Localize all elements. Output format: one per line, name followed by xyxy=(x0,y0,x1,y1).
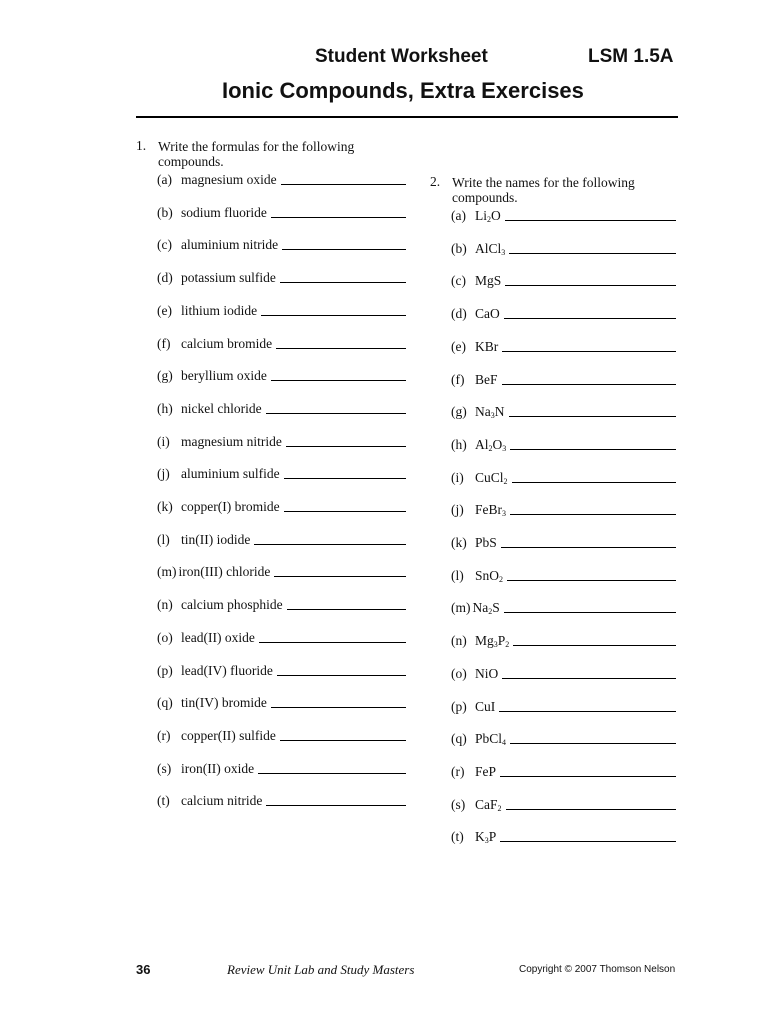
title-divider xyxy=(136,116,678,118)
question-2-item xyxy=(451,402,676,420)
question-1-item xyxy=(157,497,406,515)
question-1-answer-line[interactable] xyxy=(271,379,406,381)
question-2-item-letter: (p) xyxy=(451,698,467,714)
question-2-answer-line[interactable] xyxy=(502,383,676,385)
question-1-item xyxy=(157,628,406,646)
question-1-item xyxy=(157,759,406,777)
question-1-item xyxy=(157,432,406,450)
question-2-item-letter: (h) xyxy=(451,436,467,452)
question-2-item xyxy=(451,697,676,715)
question-2-number: 2. xyxy=(430,174,441,189)
question-2-item-text: SnO$_2$ xyxy=(475,567,504,584)
question-1-item-text: lithium iodide xyxy=(181,302,258,318)
question-1-item-text: sodium fluoride xyxy=(181,204,267,220)
question-2-answer-line[interactable] xyxy=(502,677,676,679)
question-1-item-letter: (p) xyxy=(157,662,173,678)
question-2-item-text: MgS xyxy=(475,273,502,289)
question-2-item-letter: (r) xyxy=(451,763,465,779)
question-2-item-letter: (b) xyxy=(451,240,467,256)
question-2-item-text: $Al_2O_3$ xyxy=(475,436,507,453)
question-2-item-letter: (s) xyxy=(451,796,466,812)
book-title: Review Unit Lab and Study Masters xyxy=(227,962,415,977)
question-1-answer-line[interactable] xyxy=(254,543,406,545)
question-1-item-letter: (g) xyxy=(157,368,173,384)
question-1-item-text: magnesium oxide xyxy=(181,172,277,187)
question-1-answer-line[interactable] xyxy=(280,739,406,741)
question-2-item xyxy=(451,664,676,682)
question-2-item-letter: (q) xyxy=(451,731,467,747)
question-2-answer-line[interactable] xyxy=(513,644,676,646)
worksheet-code: LSM 1.5A xyxy=(588,46,674,67)
question-2-answer-line[interactable] xyxy=(500,840,676,842)
page-title: Ionic Compounds, Extra Exercises xyxy=(222,78,584,103)
question-1-answer-line[interactable] xyxy=(277,674,406,676)
question-1-item-text: calcium phosphide xyxy=(181,597,283,613)
question-1-item xyxy=(157,170,406,188)
question-2-item-text: FeP xyxy=(475,763,497,779)
question-2-answer-line[interactable] xyxy=(500,775,676,777)
question-2-item-letter: (k) xyxy=(451,535,467,550)
question-1-answer-line[interactable] xyxy=(259,641,406,643)
question-2-answer-line[interactable] xyxy=(512,481,676,483)
question-1-item-text: tin(II) iodide xyxy=(181,531,251,547)
question-2-item xyxy=(451,598,676,616)
question-1-item xyxy=(157,464,406,482)
question-1-item xyxy=(157,661,406,679)
question-2-item xyxy=(451,762,676,780)
question-1-item xyxy=(157,203,406,221)
question-1-item-text: copper(I) bromide xyxy=(181,499,280,514)
question-1-answer-line[interactable] xyxy=(271,706,406,708)
question-2-item-text: $Na_2S$ xyxy=(472,600,500,617)
question-1-item-letter: (r) xyxy=(157,727,171,743)
question-2-item xyxy=(451,337,676,355)
question-2-answer-line[interactable] xyxy=(504,611,676,613)
question-1-item-letter: (f) xyxy=(157,335,171,351)
question-1-prompt xyxy=(158,139,354,169)
question-2-item-letter: (l) xyxy=(451,567,464,583)
question-1-answer-line[interactable] xyxy=(258,772,406,774)
question-2-item xyxy=(451,795,676,813)
question-1-item-text: magnesium nitride xyxy=(181,433,282,449)
question-1-item-text: calcium bromide xyxy=(181,335,273,351)
question-2-item-text: PbCl$_4$ xyxy=(475,731,507,748)
question-1-item-text: aluminium nitride xyxy=(181,237,279,253)
question-1-prompt-line-1: Write the formulas for the following xyxy=(158,139,355,154)
question-1-item-text: iron(II) oxide xyxy=(181,760,255,776)
question-1-item xyxy=(157,399,406,417)
question-2-item-letter: (m) xyxy=(451,600,471,616)
question-1-answer-line[interactable] xyxy=(280,281,406,283)
question-1-item-text: beryllium oxide xyxy=(181,368,267,384)
question-2-item-text: KBr xyxy=(475,338,499,354)
question-1-item-letter: (n) xyxy=(157,597,173,613)
question-1-item-text: nickel chloride xyxy=(181,400,262,416)
question-2-item-letter: (j) xyxy=(451,502,464,518)
question-2-item-letter: (a) xyxy=(451,208,466,223)
question-2-item xyxy=(451,566,676,584)
question-2-prompt-line-2: compounds. xyxy=(452,190,518,205)
question-2-item xyxy=(451,533,676,551)
question-1-answer-line[interactable] xyxy=(271,216,406,218)
question-2-item xyxy=(451,304,676,322)
question-1-item xyxy=(157,268,406,286)
question-1-item-letter: (q) xyxy=(157,695,173,711)
question-2-answer-line[interactable] xyxy=(510,448,676,450)
question-1-item-text: lead(II) oxide xyxy=(181,629,255,645)
question-1-item-letter: (m) xyxy=(157,564,177,580)
question-2-item-letter: (e) xyxy=(451,338,466,354)
question-2-item-letter: (d) xyxy=(451,306,467,322)
question-2-item-text: AlCl$_3$ xyxy=(475,240,506,257)
question-2-item xyxy=(451,729,676,747)
question-2-item xyxy=(451,827,676,845)
question-1-item-letter: (i) xyxy=(157,433,170,449)
question-1-number: 1. xyxy=(136,138,147,153)
question-2-item-letter: (i) xyxy=(451,469,464,485)
question-2-answer-line[interactable] xyxy=(502,350,676,352)
question-1-item xyxy=(157,301,406,319)
question-1-item-letter: (k) xyxy=(157,499,173,514)
question-2-answer-line[interactable] xyxy=(506,808,676,810)
question-1-answer-line[interactable] xyxy=(261,314,406,316)
question-1-item-letter: (d) xyxy=(157,270,173,286)
question-2-answer-line[interactable] xyxy=(509,252,676,254)
question-1-answer-line[interactable] xyxy=(286,445,406,447)
question-1-item xyxy=(157,235,406,253)
copyright-notice: Copyright © 2007 Thomson Nelson xyxy=(519,964,676,975)
question-2-prompt xyxy=(452,175,635,205)
question-1-answer-line[interactable] xyxy=(276,347,406,349)
question-1-item-text: iron(III) chloride xyxy=(178,564,271,580)
question-1-item-text: calcium nitride xyxy=(181,793,263,809)
question-1-item xyxy=(157,693,406,711)
question-2-answer-line[interactable] xyxy=(509,415,677,417)
question-2-item-text: CaF$_2$ xyxy=(475,796,502,813)
question-2-item xyxy=(451,206,676,224)
question-1-item-text: potassium sulfide xyxy=(181,270,276,286)
question-2-item-text: $K_3P$ xyxy=(475,829,497,846)
question-1-answer-line[interactable] xyxy=(284,477,406,479)
question-2-item-text: $Na_3N$ xyxy=(475,404,505,421)
question-2-item-letter: (c) xyxy=(451,273,466,289)
question-2-item-letter: (g) xyxy=(451,404,467,420)
question-1-item xyxy=(157,366,406,384)
question-1-item-letter: (l) xyxy=(157,531,170,547)
question-1-item-text: lead(IV) fluoride xyxy=(181,662,273,678)
question-1-item-letter: (b) xyxy=(157,204,173,220)
question-2-item xyxy=(451,435,676,453)
question-1-item-text: tin(IV) bromide xyxy=(181,695,267,711)
question-2-item xyxy=(451,631,676,649)
question-2-prompt-line-1: Write the names for the following xyxy=(452,175,635,190)
question-1-item xyxy=(157,791,406,809)
question-2-item-text: $Mg_3P_2$ xyxy=(475,633,510,650)
question-1-answer-line[interactable] xyxy=(281,183,406,185)
question-2-item-letter: (t) xyxy=(451,829,464,845)
question-2-answer-line[interactable] xyxy=(507,579,676,581)
question-1-item-letter: (e) xyxy=(157,302,172,318)
question-1-item xyxy=(157,595,406,613)
question-2-answer-line[interactable] xyxy=(499,710,676,712)
question-2-item-text: BeF xyxy=(475,371,498,387)
question-2-item xyxy=(451,468,676,486)
question-1-item-letter: (h) xyxy=(157,400,173,416)
question-2-answer-line[interactable] xyxy=(505,219,676,221)
question-1-answer-line[interactable] xyxy=(287,608,406,610)
question-1-answer-line[interactable] xyxy=(274,575,406,577)
question-1-item-letter: (o) xyxy=(157,629,173,645)
question-2-item xyxy=(451,500,676,518)
question-1-item-text: copper(II) sulfide xyxy=(181,727,276,743)
question-2-item-text: CuI xyxy=(475,698,496,714)
question-1-answer-line[interactable] xyxy=(266,412,406,414)
question-1-answer-line[interactable] xyxy=(282,248,406,250)
page-number: 36 xyxy=(136,962,151,977)
question-1-item-letter: (c) xyxy=(157,237,172,253)
question-2-item-letter: (o) xyxy=(451,665,467,681)
question-2-item xyxy=(451,370,676,388)
question-1-answer-line[interactable] xyxy=(266,804,406,806)
question-2-answer-line[interactable] xyxy=(505,284,676,286)
question-2-item xyxy=(451,239,676,257)
question-2-answer-line[interactable] xyxy=(504,317,676,319)
question-1-item xyxy=(157,334,406,352)
question-2-item-text: PbS xyxy=(475,535,497,550)
worksheet-label: Student Worksheet xyxy=(315,46,488,67)
question-1-item xyxy=(157,726,406,744)
question-1-item-text: aluminium sulfide xyxy=(181,466,280,482)
question-1-item xyxy=(157,562,406,580)
question-2-answer-line[interactable] xyxy=(510,742,676,744)
question-1-item-letter: (a) xyxy=(157,172,172,187)
question-2-item-text: FeBr$_3$ xyxy=(475,502,506,519)
question-1-item xyxy=(157,530,406,548)
question-2-item-letter: (n) xyxy=(451,633,467,649)
question-1-answer-line[interactable] xyxy=(284,510,406,512)
question-1-item-letter: (t) xyxy=(157,793,170,809)
question-2-answer-line[interactable] xyxy=(501,546,676,548)
question-2-item-text: CaO xyxy=(475,306,500,322)
question-2-item-text: CuCl$_2$ xyxy=(475,469,508,486)
question-1-prompt-line-2: compounds. xyxy=(158,154,224,169)
question-2-answer-line[interactable] xyxy=(510,513,676,515)
question-2-item-letter: (f) xyxy=(451,371,465,387)
question-2-item-text: $Li_2O$ xyxy=(475,208,501,224)
question-1-item-letter: (s) xyxy=(157,760,172,776)
question-2-item xyxy=(451,271,676,289)
question-2-item-text: NiO xyxy=(475,665,499,681)
question-1-item-letter: (j) xyxy=(157,466,170,482)
